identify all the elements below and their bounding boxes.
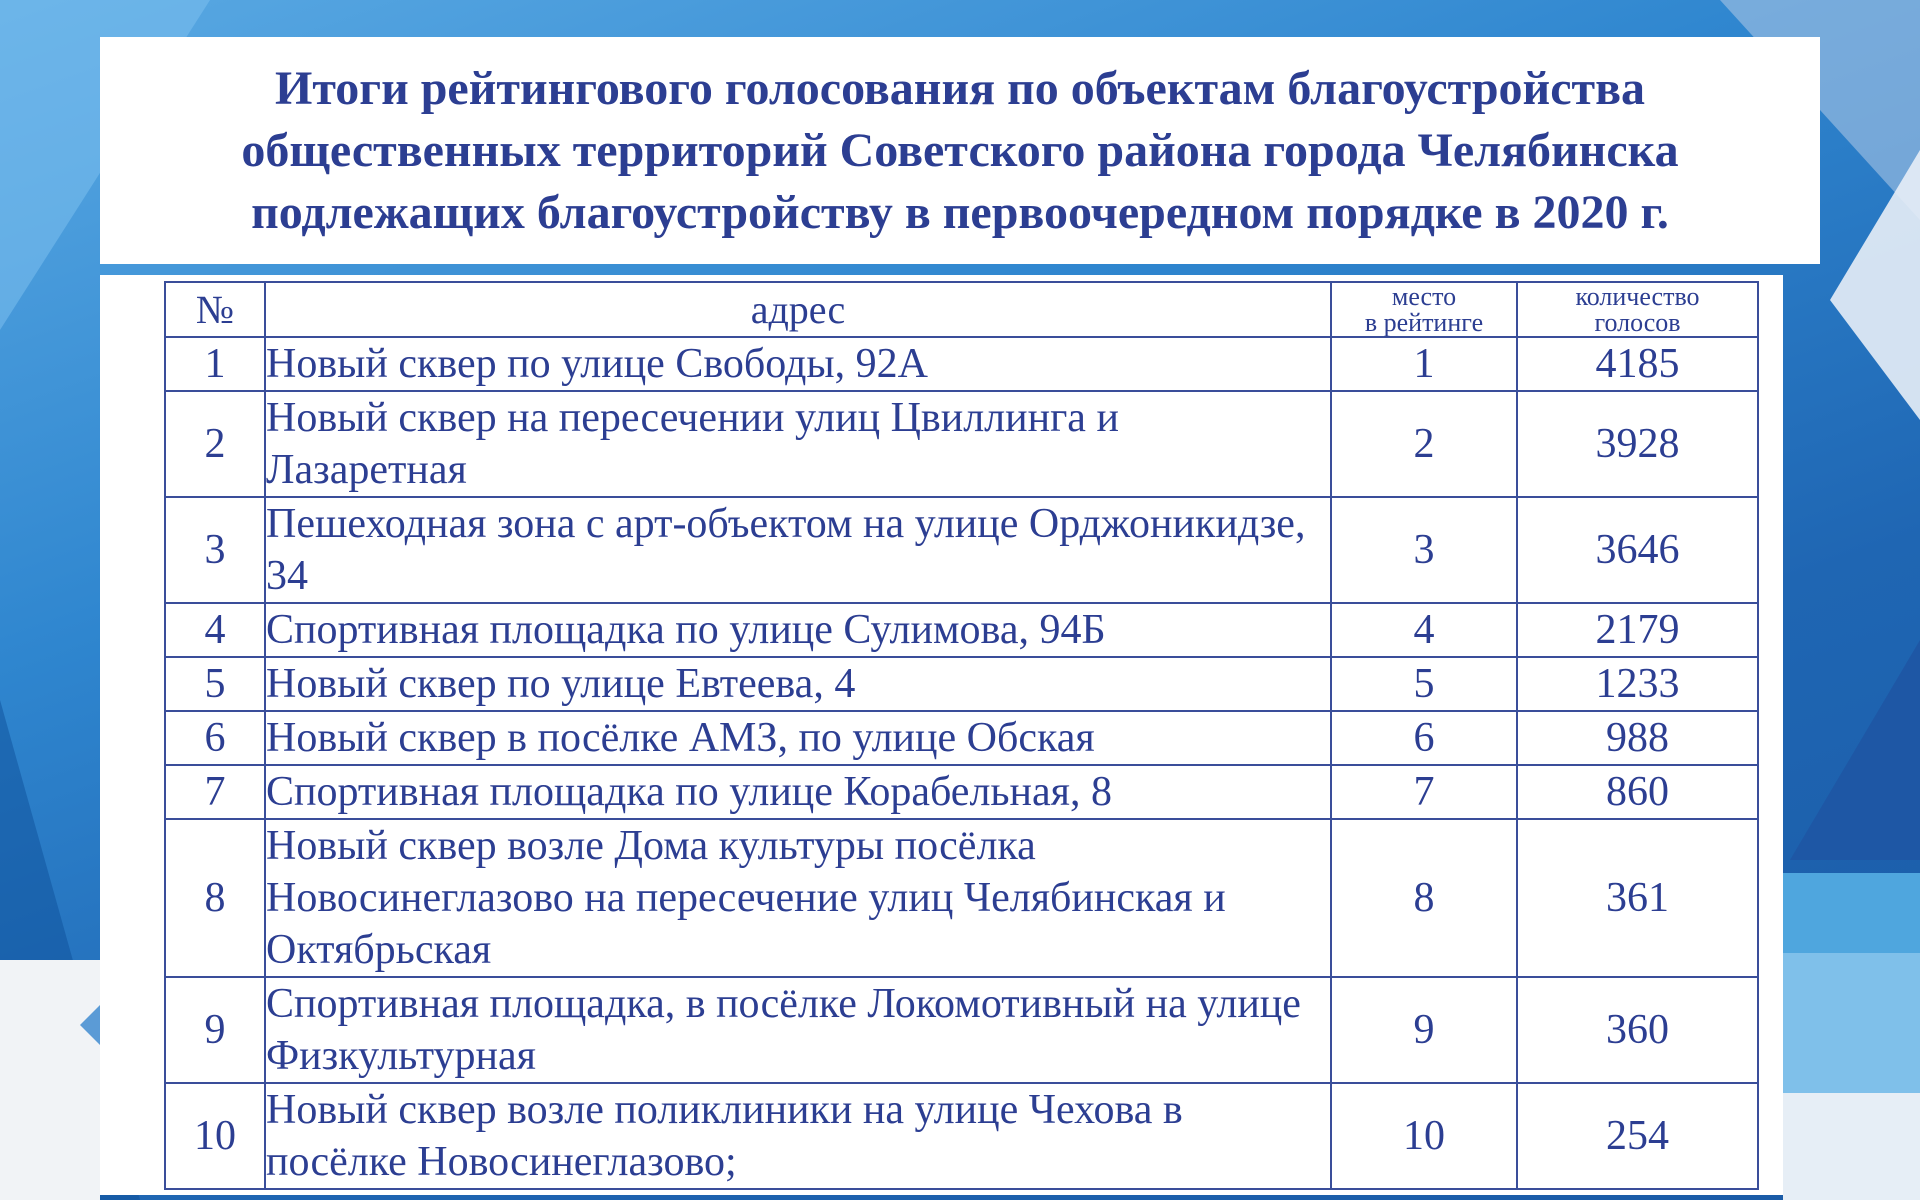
table-row	[165, 603, 1758, 657]
row-votes: 361	[1517, 819, 1758, 977]
row-votes: 3646	[1517, 497, 1758, 603]
header-place	[1331, 282, 1517, 337]
table-row	[165, 1083, 1758, 1189]
table-panel	[100, 275, 1783, 1195]
results-table	[164, 281, 1759, 1190]
header-votes	[1517, 282, 1758, 337]
row-address: Новый сквер по улице Евтеева, 4	[265, 657, 1331, 711]
table-header-row	[165, 282, 1758, 337]
row-place: 10	[1331, 1083, 1517, 1189]
row-votes: 1233	[1517, 657, 1758, 711]
row-address: Новый сквер возле Дома культуры посёлка Новосинеглазово на пересечение улиц Челябинская и Октябрьская	[265, 819, 1331, 977]
row-address: Новый сквер по улице Свободы, 92А	[265, 337, 1331, 391]
header-place-line2: в рейтинге	[1364, 307, 1484, 337]
title-line-2: общественных территорий Советского района города Челябинска	[241, 123, 1679, 177]
row-place: 2	[1331, 391, 1517, 497]
row-votes: 3928	[1517, 391, 1758, 497]
row-place: 4	[1331, 603, 1517, 657]
row-num: 9	[165, 977, 265, 1083]
row-votes: 988	[1517, 711, 1758, 765]
row-votes: 360	[1517, 977, 1758, 1083]
header-address: адрес	[265, 282, 1331, 337]
table-row	[165, 391, 1758, 497]
row-address: Спортивная площадка, в посёлке Локомотивный на улице Физкультурная	[265, 977, 1331, 1083]
title-line-3: подлежащих благоустройству в первоочередном порядке в 2020 г.	[251, 185, 1669, 239]
row-votes: 254	[1517, 1083, 1758, 1189]
header-num: №	[165, 282, 265, 337]
row-address: Новый сквер в посёлке АМЗ, по улице Обская	[265, 711, 1331, 765]
row-address: Спортивная площадка по улице Корабельная, 8	[265, 765, 1331, 819]
row-num: 7	[165, 765, 265, 819]
row-num: 5	[165, 657, 265, 711]
table-row	[165, 711, 1758, 765]
table-row	[165, 819, 1758, 977]
row-place: 9	[1331, 977, 1517, 1083]
row-place: 5	[1331, 657, 1517, 711]
row-place: 8	[1331, 819, 1517, 977]
table-row	[165, 765, 1758, 819]
row-votes: 4185	[1517, 337, 1758, 391]
row-place: 6	[1331, 711, 1517, 765]
table-row	[165, 497, 1758, 603]
row-address: Спортивная площадка по улице Сулимова, 94Б	[265, 603, 1331, 657]
row-num: 2	[165, 391, 265, 497]
row-address: Пешеходная зона с арт-объектом на улице Орджоникидзе, 34	[265, 497, 1331, 603]
row-votes: 2179	[1517, 603, 1758, 657]
row-address: Новый сквер возле поликлиники на улице Чехова в посёлке Новосинеглазово;	[265, 1083, 1331, 1189]
row-place: 3	[1331, 497, 1517, 603]
row-num: 10	[165, 1083, 265, 1189]
row-num: 1	[165, 337, 265, 391]
header-votes-line2: голосов	[1594, 307, 1681, 337]
row-votes: 860	[1517, 765, 1758, 819]
row-place: 7	[1331, 765, 1517, 819]
table-row	[165, 337, 1758, 391]
title-line-1: Итоги рейтингового голосования по объектам благоустройства	[274, 61, 1645, 115]
header-votes-line1: количество	[1575, 281, 1700, 311]
title-banner	[100, 37, 1820, 264]
row-address: Новый сквер на пересечении улиц Цвиллинга и Лазаретная	[265, 391, 1331, 497]
header-place-line1: место	[1391, 281, 1457, 311]
row-num: 3	[165, 497, 265, 603]
row-num: 4	[165, 603, 265, 657]
table-row	[165, 657, 1758, 711]
row-num: 8	[165, 819, 265, 977]
row-num: 6	[165, 711, 265, 765]
row-place: 1	[1331, 337, 1517, 391]
table-row	[165, 977, 1758, 1083]
